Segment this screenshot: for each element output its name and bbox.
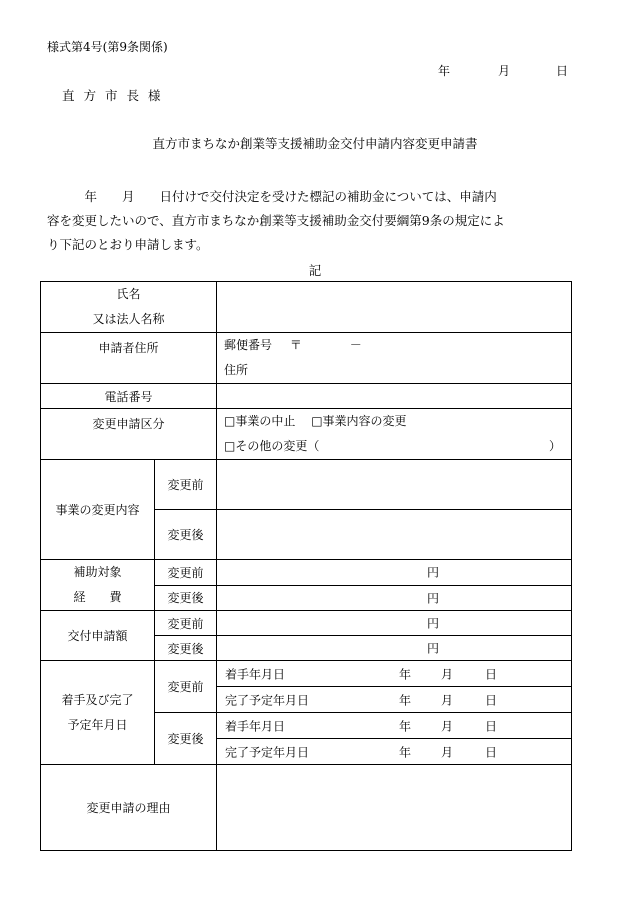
reason-input[interactable] [217, 765, 572, 851]
subsidy-expense-label [41, 560, 155, 611]
business-after-label: 変更後 [155, 510, 217, 560]
name-input[interactable] [217, 282, 572, 333]
date-year: 年 [438, 64, 451, 78]
month-unit: 月 [441, 667, 454, 681]
business-before-label: 変更前 [155, 460, 217, 510]
business-before-input[interactable] [217, 460, 572, 510]
body-line-3: り下記のとおり申請します。 [47, 237, 209, 252]
date-month: 月 [498, 64, 511, 78]
category-options [217, 409, 572, 460]
postal-mark: 〒 [289, 338, 302, 352]
body-line-1: 年 月 日付けで交付決定を受けた標記の補助金については、申請内 [47, 189, 497, 204]
option-other[interactable]: □その他の変更（ [224, 439, 320, 453]
category-line-2 [224, 434, 571, 459]
year-unit: 年 [399, 745, 412, 759]
day-unit: 日 [485, 693, 498, 707]
period-before-start-row [41, 661, 572, 687]
subsidy-label-line1: 補助対象 [73, 565, 122, 579]
business-before-row [41, 460, 572, 510]
day-unit: 日 [485, 745, 498, 759]
day-unit: 日 [485, 719, 498, 733]
postal-line [224, 333, 571, 358]
postal-dash: － [349, 338, 362, 352]
address-label: 申請者住所 [41, 333, 217, 384]
month-unit: 月 [441, 745, 454, 759]
year-unit: 年 [399, 667, 412, 681]
name-label-line1: 氏名 [116, 287, 141, 301]
document-title: 直方市まちなか創業等支援補助金交付申請内容変更申請書 [152, 136, 478, 151]
name-label-line2: 又は法人名称 [92, 312, 165, 326]
start-date-label: 着手年月日 [225, 719, 286, 733]
month-unit: 月 [441, 693, 454, 707]
yen-unit: 円 [427, 616, 440, 631]
name-row [41, 282, 572, 333]
yen-unit: 円 [427, 641, 440, 656]
option-content-change[interactable]: □事業内容の変更 [311, 414, 407, 428]
period-before-end-input[interactable] [217, 687, 572, 713]
subsidy-label-line2: 経 費 [73, 590, 122, 604]
subsidy-before-label: 変更前 [155, 560, 217, 586]
category-line-1 [224, 409, 571, 434]
ki-heading: 記 [308, 263, 322, 278]
subsidy-after-input[interactable] [217, 585, 572, 611]
form-number: 様式第4号(第9条関係) [47, 40, 168, 54]
end-date-label: 完了予定年月日 [225, 693, 310, 707]
addressee: 直方市長様 [62, 88, 170, 103]
month-unit: 月 [441, 719, 454, 733]
category-label: 変更申請区分 [41, 409, 217, 460]
address-row [41, 333, 572, 384]
date-day: 日 [556, 64, 569, 78]
body-text [47, 185, 577, 257]
application-table [40, 281, 572, 851]
subsidy-before-row [41, 560, 572, 586]
grant-before-label: 変更前 [155, 611, 217, 636]
address-sub-label: 住所 [224, 363, 249, 377]
start-date-label: 着手年月日 [225, 667, 286, 681]
phone-input[interactable] [217, 384, 572, 409]
name-label [41, 282, 217, 333]
grant-after-input[interactable] [217, 636, 572, 661]
subsidy-after-label: 変更後 [155, 585, 217, 611]
period-label-line1: 着手及び完了 [61, 692, 134, 707]
postal-label: 郵便番号 [224, 338, 273, 352]
phone-row [41, 384, 572, 409]
year-unit: 年 [399, 693, 412, 707]
period-before-label: 変更前 [155, 661, 217, 713]
day-unit: 日 [485, 667, 498, 681]
body-line-2: 容を変更したいので、直方市まちなか創業等支援補助金交付要綱第9条の規定によ [47, 213, 505, 228]
grant-after-label: 変更後 [155, 636, 217, 661]
year-unit: 年 [399, 719, 412, 733]
subsidy-before-input[interactable] [217, 560, 572, 586]
grant-before-row [41, 611, 572, 636]
yen-unit: 円 [427, 565, 440, 580]
end-date-label: 完了予定年月日 [225, 745, 310, 759]
phone-label: 電話番号 [41, 384, 217, 409]
grant-before-input[interactable] [217, 611, 572, 636]
option-cancel[interactable]: □事業の中止 [224, 414, 296, 428]
business-after-input[interactable] [217, 510, 572, 560]
period-after-start-input[interactable] [217, 713, 572, 739]
period-before-start-input[interactable] [217, 661, 572, 687]
period-after-end-input[interactable] [217, 739, 572, 765]
category-row [41, 409, 572, 460]
period-label [41, 661, 155, 765]
yen-unit: 円 [427, 591, 440, 606]
address-input[interactable] [217, 333, 572, 384]
business-change-label: 事業の変更内容 [41, 460, 155, 560]
reason-label: 変更申請の理由 [41, 765, 217, 851]
period-after-label: 変更後 [155, 713, 217, 765]
grant-amount-label: 交付申請額 [41, 611, 155, 661]
reason-row [41, 765, 572, 851]
period-label-line2: 予定年月日 [67, 717, 128, 732]
option-other-close: ） [549, 439, 562, 453]
